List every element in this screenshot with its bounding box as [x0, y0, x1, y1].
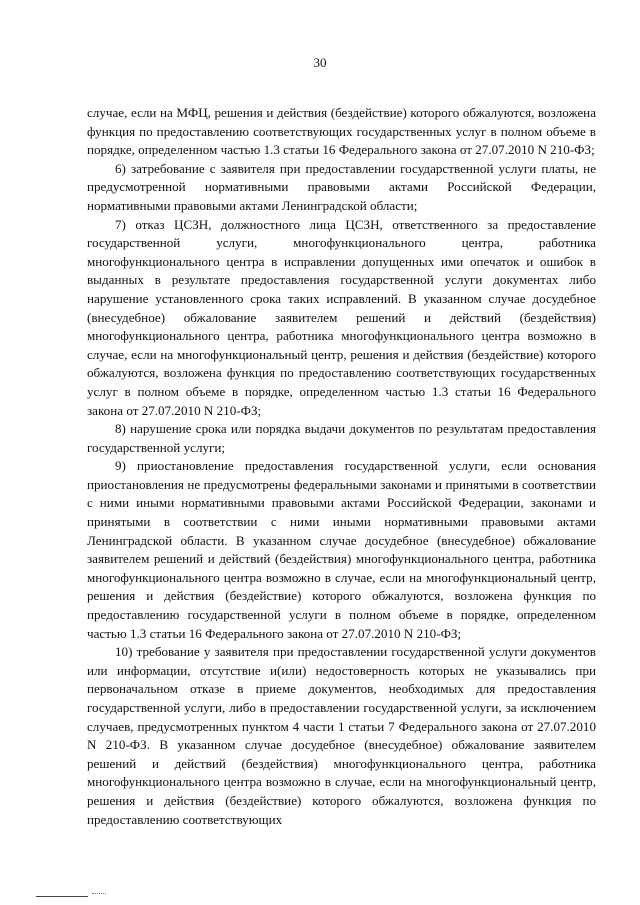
paragraph-item-10: 10) требование у заявителя при предоставлении государственной услуги документов или информации, отсутствие и(или) недостоверность которых не указывались при первоначальном отказе в приеме документов, необходимых для предоставления государственной услуги, либо в предоставлении государственной услуги, за исключением случаев, предусмотренных пунктом 4 части 1 статьи 7 Федерального закона от 27.07.2010 N 210-ФЗ. В указанном случае досудебное (внесудебное) обжалование заявителем решений и действий (бездействия) многофункционального центра, работника многофункционального центра возможно в случае, если на многофункциональный центр, решения и действия (бездействие) которого обжалуются, возложена функция по предоставлению соответствующих	[87, 644, 596, 827]
paragraph-item-9: 9) приостановление предоставления государственной услуги, если основания приостановления не предусмотрены федеральными законами и принятыми в соответствии с ними иными нормативными правовыми актами Российской Федерации, законами и принятыми в соответствии с ними иными нормативными правовыми актами Ленинградской области. В указанном случае досудебное (внесудебное) обжалование заявителем решений и действий (бездействия) многофункционального центра, работника многофункционального центра возможно в случае, если на многофункциональный центр, решения и действия (бездействие) которого обжалуются, возложена функция по предоставлению государственной услуги в полном объеме в порядке, определенном частью 1.3 статьи 16 Федерального закона от 27.07.2010 N 210-ФЗ;	[87, 458, 596, 641]
page-number: 30	[313, 55, 327, 70]
paragraph-item-8: 8) нарушение срока или порядка выдачи документов по результатам предоставления государственной услуги;	[87, 421, 596, 455]
paragraph-item-6: 6) затребование с заявителя при предоставлении государственной услуги платы, не предусмотренной нормативными правовыми актами Российской Федерации, нормативными правовыми актами Ленинградской области;	[87, 160, 596, 213]
footer-rule	[36, 896, 88, 897]
document-body	[87, 104, 596, 829]
paragraph-continuation: случае, если на МФЦ, решения и действия (бездействие) которого обжалуются, возложена функция по предоставлению соответствующих государственных услуг в полном объеме в порядке, определенном частью 1.3 статьи 16 Федерального закона от 27.07.2010 N 210-ФЗ;	[87, 105, 596, 158]
footer-scan-marks	[92, 893, 106, 895]
paragraph-item-7: 7) отказ ЦСЗН, должностного лица ЦСЗН, ответственного за предоставление государственной услуги, многофункционального центра, работника многофункционального центра в исправлении допущенных ими опечаток и ошибок в выданных в результате предоставления государственной услуги документах либо нарушение установленного срока таких исправлений. В указанном случае досудебное (внесудебное) обжалование заявителем решений и действий (бездействия) многофункционального центра, работника многофункционального центра возможно в случае, если на многофункциональный центр, решения и действия (бездействие) которого обжалуются, возложена функция по предоставлению соответствующих государственных услуг в полном объеме в порядке, определенном частью 1.3 статьи 16 Федерального закона от 27.07.2010 N 210-ФЗ;	[87, 216, 596, 418]
